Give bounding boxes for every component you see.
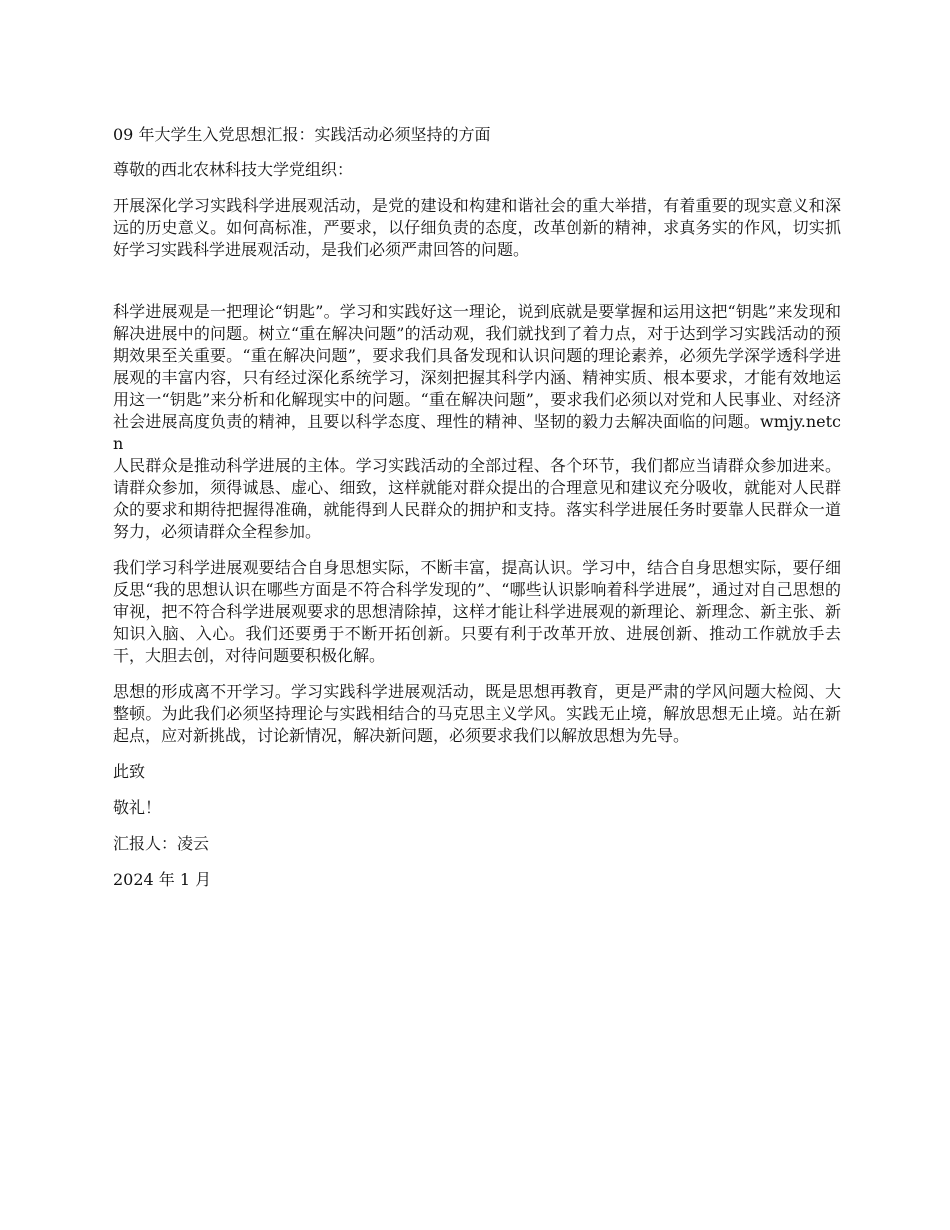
paragraph-self-reflection: 我们学习科学进展观要结合自身思想实际，不断丰富，提高认识。学习中，结合自身思想实际，要仔细反思“我的思想认识在哪些方面是不符合科学发现的”、“哪些认识影响着科学进展”，通过对自己思想的审视，把不符合科学进展观要求的思想清除掉，这样才能让科学进展观的新理论、新理念、新主张、新知识入脑、入心。我们还要勇于不断开拓创新。只要有利于改革开放、进展创新、推动工作就放手去干，大胆去创，对待问题要积极化解。 [113, 558, 841, 665]
paragraph-study: 思想的形成离不开学习。学习实践科学进展观活动，既是思想再教育，更是严肃的学风问题大检阅、大整顿。为此我们必须坚持理论与实践相结合的马克思主义学风。实践无止境，解放思想无止境。站在新起点，应对新挑战，讨论新情况，解决新问题，必须要求我们以解放思想为先导。 [113, 682, 841, 745]
paragraph-masses: 人民群众是推动科学进展的主体。学习实践活动的全部过程、各个环节，我们都应当请群众参加进来。请群众参加，须得诚恳、虚心、细致，这样就能对群众提出的合理意见和建议充分吸收，就能对人民群众的要求和期待把握得准确，就能得到人民群众的拥护和支持。落实科学进展任务时要靠人民群众一道努力，必须请群众全程参加。 [113, 456, 841, 541]
reporter-name: 汇报人：凌云 [113, 834, 210, 853]
paragraph-gap [113, 275, 841, 301]
paragraph-block-theory [113, 301, 841, 543]
paragraph-theory: 科学进展观是一把理论“钥匙”。学习和实践好这一理论，说到底就是要掌握和运用这把“钥匙”来发现和解决进展中的问题。树立“重在解决问题”的活动观，我们就找到了着力点，对于达到学习实践活动的预期效果至关重要。“重在解决问题”，要求我们具备发现和认识问题的理论素养，必须先学深学透科学进展观的丰富内容，只有经过深化系统学习，深刻把握其科学内涵、精神实质、根本要求，才能有效地运用这一“钥匙”来分析和化解现实中的问题。“重在解决问题”，要求我们必须以对党和人民事业、对经济社会进展高度负责的精神，且要以科学态度、理性的精神、坚韧的毅力去解决面临的问题。wmjy.netcn [113, 302, 841, 453]
paragraph-intro: 开展深化学习实践科学进展观活动，是党的建设和构建和谐社会的重大举措，有着重要的现实意义和深远的历史意义。如何高标准，严要求，以仔细负责的态度，改革创新的精神，求真务实的作风，切实抓好学习实践科学进展观活动，是我们必须严肃回答的问题。 [113, 196, 841, 259]
report-date: 2024 年 1 月 [113, 870, 212, 889]
document-title: 09 年大学生入党思想汇报：实践活动必须坚持的方面 [113, 125, 491, 144]
document-page [113, 124, 841, 905]
closing-text: 此致 [113, 762, 146, 781]
salutation: 尊敬的西北农林科技大学党组织： [113, 160, 354, 179]
regards-text: 敬礼！ [113, 798, 162, 817]
